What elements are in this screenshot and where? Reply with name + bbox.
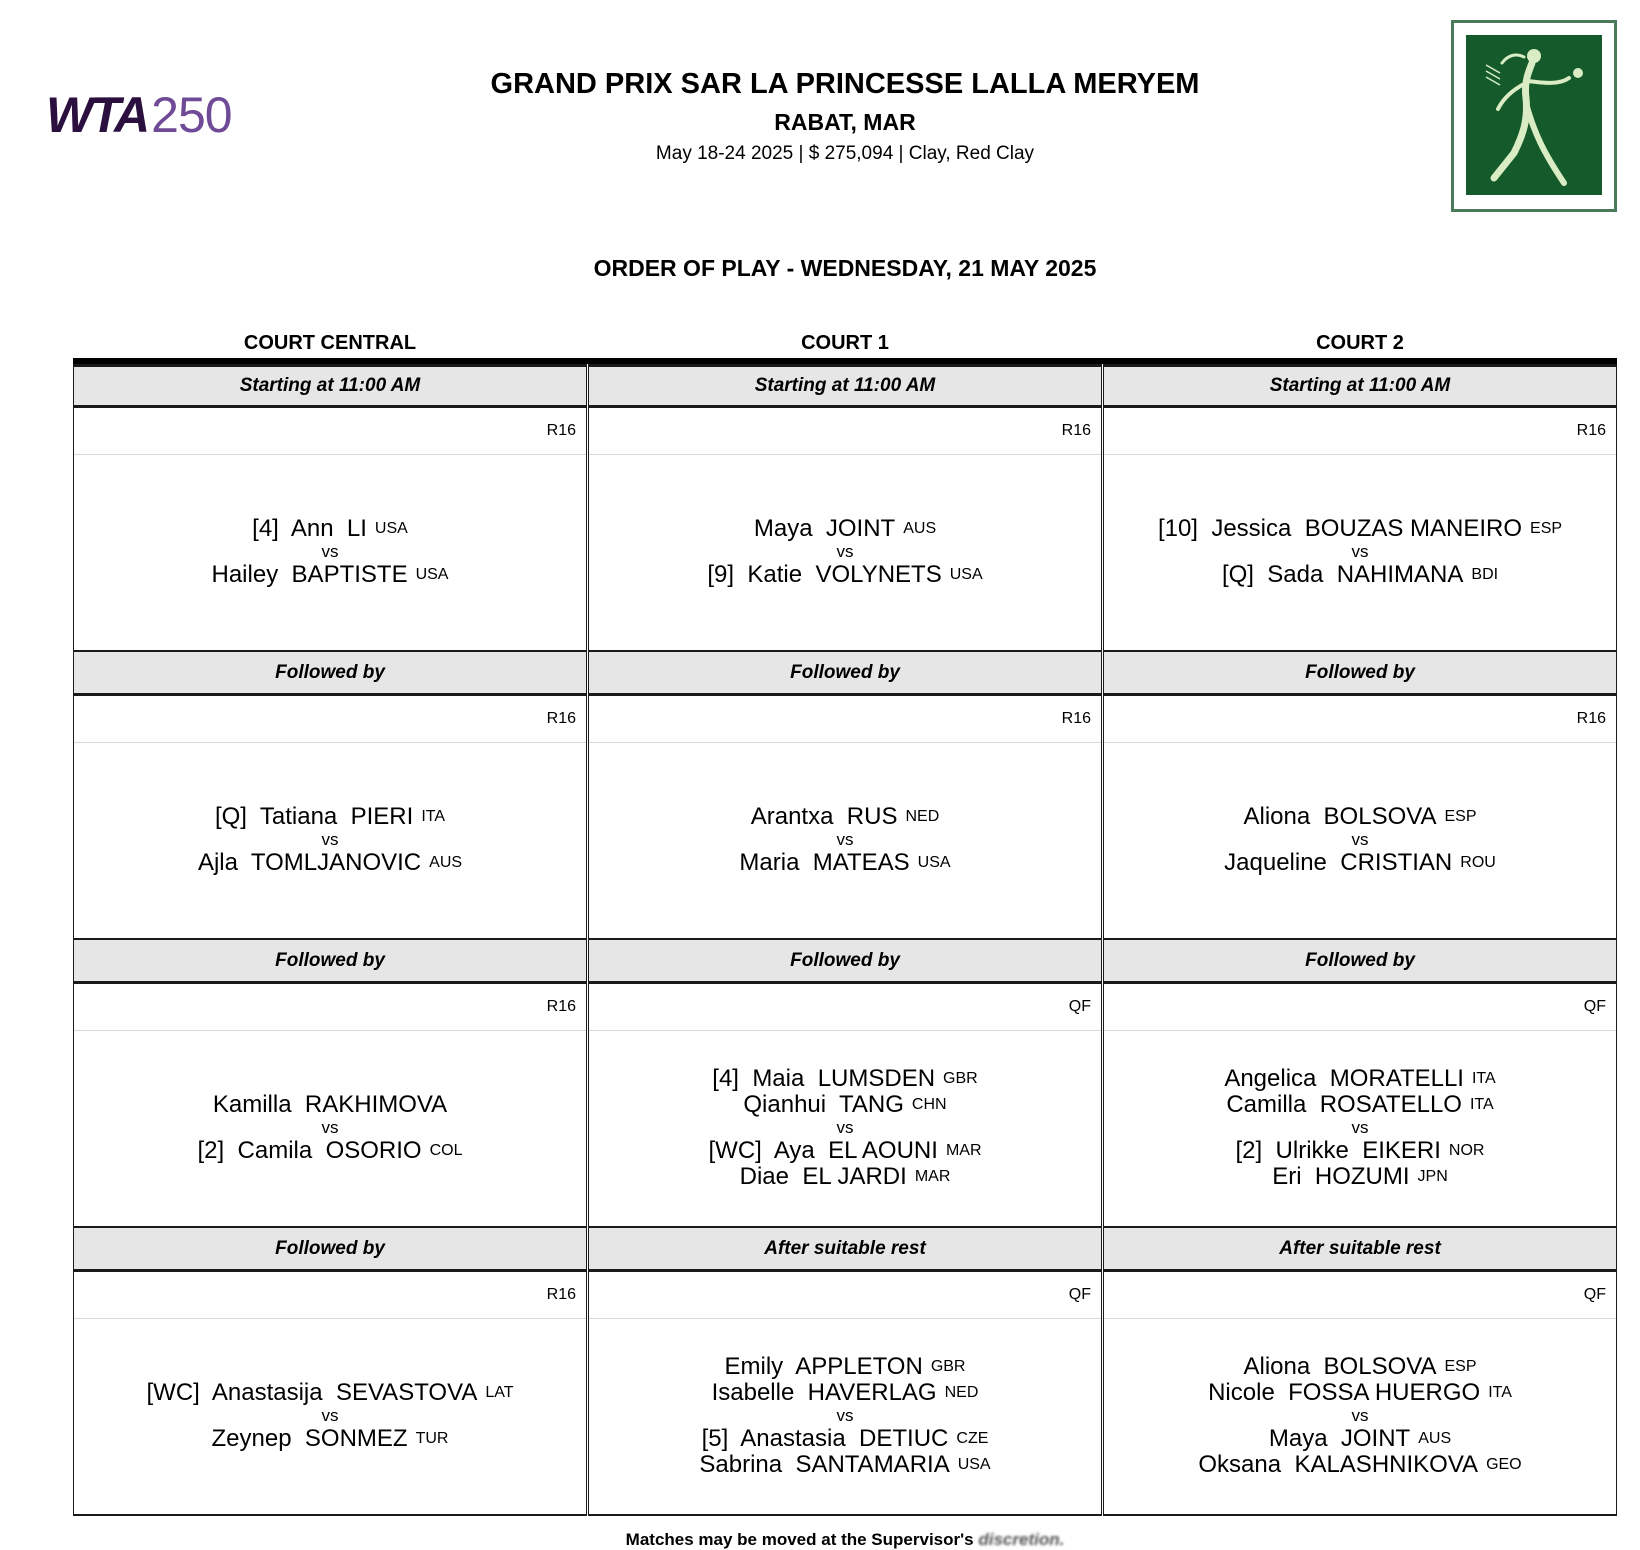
player-first-name: Anastasia — [740, 1425, 846, 1452]
court-column-central — [73, 364, 587, 1516]
match-slot — [73, 364, 587, 652]
player-nationality: TUR — [415, 1430, 449, 1447]
player-first-name: Maia — [752, 1065, 805, 1092]
player-first-name: Eri — [1272, 1163, 1302, 1190]
player-seed: [5] — [701, 1425, 729, 1452]
player-first-name: Maya — [753, 515, 813, 542]
match-players — [74, 1318, 586, 1514]
player-line — [1272, 1164, 1448, 1190]
vs-label: vs — [321, 830, 339, 849]
vs-label: vs — [321, 542, 339, 561]
round-label: QF — [1583, 1286, 1606, 1303]
player-line — [1198, 1452, 1521, 1478]
court-header-1: COURT 1 — [801, 332, 889, 354]
round-label: QF — [1068, 1286, 1091, 1303]
slot-time-label: After suitable rest — [588, 1228, 1102, 1272]
player-last-name: OSORIO — [325, 1137, 422, 1164]
wta-logo-tier: 250 — [151, 87, 232, 143]
match-card — [588, 984, 1102, 1228]
player-line — [712, 1380, 979, 1406]
match-slot — [1103, 652, 1617, 940]
tournament-city: RABAT, MAR — [774, 109, 916, 135]
match-players — [1104, 1030, 1616, 1226]
vs-label: vs — [321, 1118, 339, 1137]
player-line — [147, 1380, 514, 1406]
vs-label: vs — [1351, 1406, 1369, 1425]
player-line — [754, 516, 936, 542]
player-seed: [4] — [252, 515, 279, 542]
player-nationality: CZE — [956, 1430, 989, 1447]
player-first-name: Maya — [1268, 1425, 1328, 1452]
court-header-2: COURT 2 — [1316, 332, 1404, 354]
match-players — [589, 742, 1101, 938]
player-first-name: Aliona — [1243, 803, 1311, 830]
player-first-name: Emily — [724, 1353, 784, 1380]
player-last-name: VOLYNETS — [815, 561, 942, 588]
player-last-name: EL JARDI — [802, 1163, 907, 1190]
player-nationality: ESP — [1444, 808, 1477, 825]
player-seed: [Q] — [214, 803, 247, 830]
player-last-name: HOZUMI — [1314, 1163, 1410, 1190]
vs-label: vs — [1351, 830, 1369, 849]
order-of-play-title: ORDER OF PLAY - WEDNESDAY, 21 MAY 2025 — [593, 255, 1097, 281]
player-seed: [Q] — [1221, 561, 1254, 588]
player-nationality: MAR — [945, 1142, 982, 1159]
player-nationality: USA — [374, 520, 408, 537]
player-line — [1224, 850, 1496, 876]
player-last-name: ROSATELLO — [1319, 1091, 1462, 1118]
vs-label: vs — [1351, 542, 1369, 561]
round-row — [74, 408, 586, 455]
player-line — [1222, 562, 1498, 588]
player-first-name: Ulrikke — [1275, 1137, 1349, 1164]
player-seed: [9] — [707, 561, 735, 588]
player-first-name: Qianhui — [743, 1091, 827, 1118]
player-line — [212, 1426, 449, 1452]
player-nationality: LAT — [485, 1384, 514, 1401]
round-row — [1104, 408, 1616, 455]
player-last-name: SONMEZ — [304, 1425, 408, 1452]
player-nationality: USA — [415, 566, 449, 583]
player-first-name: Nicole — [1208, 1379, 1275, 1406]
player-seed: [WC] — [708, 1137, 762, 1164]
footer-note — [0, 1530, 1640, 1550]
court-column-1 — [588, 364, 1102, 1516]
vs-label: vs — [1351, 1118, 1369, 1137]
player-last-name: RUS — [846, 803, 898, 830]
player-line — [699, 1452, 990, 1478]
player-line — [709, 1138, 982, 1164]
player-nationality: GBR — [930, 1358, 966, 1375]
player-line — [1208, 1380, 1512, 1406]
player-last-name: PIERI — [350, 803, 414, 830]
player-line — [1224, 1066, 1495, 1092]
player-last-name: TOMLJANOVIC — [250, 849, 422, 876]
player-last-name: BOUZAS MANEIRO — [1304, 515, 1523, 542]
slot-time-label: Followed by — [1103, 940, 1617, 984]
match-slot — [588, 1228, 1102, 1516]
round-row — [589, 408, 1101, 455]
player-line — [1226, 1092, 1493, 1118]
player-line — [740, 1164, 951, 1190]
player-line — [1243, 1354, 1476, 1380]
player-first-name: Isabelle — [711, 1379, 795, 1406]
player-line — [198, 850, 462, 876]
player-nationality: ROU — [1460, 854, 1496, 871]
match-players — [1104, 454, 1616, 650]
player-seed: [2] — [1235, 1137, 1263, 1164]
match-card — [588, 1272, 1102, 1516]
player-nationality: ITA — [1469, 1096, 1494, 1113]
player-last-name: TANG — [839, 1091, 904, 1118]
player-last-name: NAHIMANA — [1336, 561, 1464, 588]
player-last-name: SEVASTOVA — [335, 1379, 478, 1406]
player-first-name: Diae — [739, 1163, 789, 1190]
slot-time-label: Followed by — [73, 940, 587, 984]
slot-time-label: Followed by — [73, 1228, 587, 1272]
player-line — [1236, 1138, 1485, 1164]
player-seed: [2] — [197, 1137, 225, 1164]
round-label: R16 — [1061, 422, 1091, 439]
player-first-name: Ajla — [197, 849, 238, 876]
slot-time-label: Starting at 11:00 AM — [588, 364, 1102, 408]
match-card — [1103, 408, 1617, 652]
match-slot — [588, 364, 1102, 652]
player-last-name: JOINT — [1340, 1425, 1411, 1452]
player-last-name: EL AOUNI — [828, 1137, 938, 1164]
player-nationality: MAR — [914, 1168, 951, 1185]
match-players — [74, 454, 586, 650]
match-card — [73, 408, 587, 652]
match-players — [589, 1318, 1101, 1514]
court-header-central: COURT CENTRAL — [243, 332, 417, 354]
match-slot — [73, 940, 587, 1228]
match-card — [73, 1272, 587, 1516]
player-last-name: JOINT — [825, 515, 896, 542]
player-last-name: KALASHNIKOVA — [1294, 1451, 1479, 1478]
round-label: R16 — [1576, 710, 1606, 727]
match-players — [1104, 742, 1616, 938]
round-label: R16 — [1576, 422, 1606, 439]
match-slot — [1103, 940, 1617, 1228]
round-row — [589, 1272, 1101, 1319]
player-nationality: AUS — [429, 854, 463, 871]
match-slot — [73, 1228, 587, 1516]
tournament-title: GRAND PRIX SAR LA PRINCESSE LALLA MERYEM — [490, 68, 1200, 100]
player-nationality: JPN — [1417, 1168, 1448, 1185]
player-line — [743, 1092, 946, 1118]
player-nationality: BDI — [1471, 566, 1499, 583]
player-last-name: FOSSA HUERGO — [1288, 1379, 1481, 1406]
player-first-name: Sada — [1267, 561, 1324, 588]
match-players — [74, 742, 586, 938]
match-players — [1104, 1318, 1616, 1514]
vs-label: vs — [836, 1406, 854, 1425]
player-last-name: EIKERI — [1362, 1137, 1441, 1164]
tennis-player-emblem-icon — [1454, 23, 1614, 209]
player-nationality: USA — [949, 566, 983, 583]
match-slot — [588, 652, 1102, 940]
player-nationality: ESP — [1530, 520, 1563, 537]
wta-logo-wordmark: WTA — [46, 87, 148, 143]
player-line — [739, 850, 950, 876]
player-nationality: GBR — [943, 1070, 978, 1087]
player-first-name: Camila — [237, 1137, 313, 1164]
player-nationality: ITA — [421, 808, 446, 825]
player-nationality: GEO — [1486, 1456, 1522, 1473]
slot-time-label: Followed by — [588, 940, 1102, 984]
match-players — [589, 454, 1101, 650]
player-first-name: Tatiana — [259, 803, 338, 830]
player-first-name: Jaqueline — [1224, 849, 1327, 876]
round-label: R16 — [546, 710, 576, 727]
player-first-name: Aya — [773, 1137, 815, 1164]
player-nationality: USA — [957, 1456, 991, 1473]
match-card — [73, 984, 587, 1228]
player-last-name: SANTAMARIA — [795, 1451, 950, 1478]
round-label: QF — [1068, 998, 1091, 1015]
player-line — [212, 562, 449, 588]
player-last-name: BAPTISTE — [291, 561, 408, 588]
player-line — [725, 1354, 966, 1380]
player-first-name: Oksana — [1198, 1451, 1282, 1478]
player-last-name: BOLSOVA — [1323, 1353, 1437, 1380]
player-first-name: Hailey — [211, 561, 279, 588]
footer-text: Matches may be moved at the Supervisor's — [625, 1530, 974, 1549]
player-line — [1243, 804, 1476, 830]
player-line — [707, 562, 982, 588]
round-row — [589, 984, 1101, 1031]
player-last-name: APPLETON — [795, 1353, 923, 1380]
player-line — [198, 1138, 463, 1164]
slot-time-label: Followed by — [588, 652, 1102, 696]
player-seed: [4] — [712, 1065, 739, 1092]
player-nationality: CHN — [911, 1096, 947, 1113]
vs-label: vs — [836, 830, 854, 849]
player-first-name: Arantxa — [750, 803, 834, 830]
match-players — [74, 1030, 586, 1226]
slot-time-label: Followed by — [1103, 652, 1617, 696]
player-line — [213, 1092, 447, 1118]
match-slot — [73, 652, 587, 940]
round-row — [74, 696, 586, 743]
vs-label: vs — [321, 1406, 339, 1425]
player-nationality: NED — [905, 808, 940, 825]
player-last-name: LI — [346, 515, 367, 542]
player-last-name: RAKHIMOVA — [304, 1091, 448, 1118]
player-nationality: USA — [917, 854, 951, 871]
player-last-name: CRISTIAN — [1340, 849, 1453, 876]
player-nationality: COL — [429, 1142, 463, 1159]
player-first-name: Sabrina — [699, 1451, 783, 1478]
match-card — [1103, 984, 1617, 1228]
court-column-2 — [1103, 364, 1617, 1516]
match-card — [73, 696, 587, 940]
tournament-info: May 18-24 2025 | $ 275,094 | Clay, Red Clay — [655, 143, 1035, 164]
player-line — [1269, 1426, 1451, 1452]
player-line — [702, 1426, 989, 1452]
player-line — [1158, 516, 1562, 542]
match-card — [588, 408, 1102, 652]
player-first-name: Anastasija — [211, 1379, 323, 1406]
player-nationality: NOR — [1448, 1142, 1485, 1159]
round-label: R16 — [546, 422, 576, 439]
round-label: R16 — [1061, 710, 1091, 727]
vs-label: vs — [836, 1118, 854, 1137]
player-first-name: Angelica — [1224, 1065, 1317, 1092]
player-first-name: Jessica — [1211, 515, 1292, 542]
player-nationality: ESP — [1444, 1358, 1477, 1375]
player-seed: [WC] — [146, 1379, 200, 1406]
player-line — [252, 516, 408, 542]
player-nationality: AUS — [903, 520, 937, 537]
round-row — [1104, 1272, 1616, 1319]
player-nationality: AUS — [1418, 1430, 1452, 1447]
player-nationality: ITA — [1488, 1384, 1512, 1401]
round-label: R16 — [546, 998, 576, 1015]
player-first-name: Zeynep — [211, 1425, 292, 1452]
player-last-name: DETIUC — [859, 1425, 949, 1452]
footer-obscured-text: discretion. — [978, 1530, 1065, 1549]
player-line — [712, 1066, 977, 1092]
player-last-name: LUMSDEN — [817, 1065, 936, 1092]
slot-time-label: Followed by — [73, 652, 587, 696]
player-first-name: Ann — [290, 515, 334, 542]
round-row — [1104, 984, 1616, 1031]
player-nationality: ITA — [1471, 1070, 1496, 1087]
round-row — [589, 696, 1101, 743]
player-last-name: HAVERLAG — [807, 1379, 937, 1406]
player-last-name: MORATELLI — [1329, 1065, 1464, 1092]
match-slot — [588, 940, 1102, 1228]
player-seed: [10] — [1157, 515, 1198, 542]
match-players — [589, 1030, 1101, 1226]
round-label: QF — [1583, 998, 1606, 1015]
player-first-name: Kamilla — [212, 1091, 292, 1118]
match-card — [1103, 1272, 1617, 1516]
match-card — [588, 696, 1102, 940]
round-row — [1104, 696, 1616, 743]
match-slot — [1103, 1228, 1617, 1516]
slot-time-label: After suitable rest — [1103, 1228, 1617, 1272]
slot-time-label: Starting at 11:00 AM — [1103, 364, 1617, 408]
round-row — [74, 1272, 586, 1319]
match-slot — [1103, 364, 1617, 652]
round-row — [74, 984, 586, 1031]
tournament-emblem — [1451, 20, 1617, 212]
slot-time-label: Starting at 11:00 AM — [73, 364, 587, 408]
player-last-name: MATEAS — [812, 849, 910, 876]
player-line — [751, 804, 940, 830]
player-first-name: Camilla — [1226, 1091, 1307, 1118]
match-card — [1103, 696, 1617, 940]
round-label: R16 — [546, 1286, 576, 1303]
player-first-name: Maria — [739, 849, 800, 876]
player-line — [215, 804, 445, 830]
player-nationality: NED — [944, 1384, 979, 1401]
player-first-name: Aliona — [1243, 1353, 1311, 1380]
player-first-name: Katie — [747, 561, 803, 588]
vs-label: vs — [836, 542, 854, 561]
player-last-name: BOLSOVA — [1323, 803, 1437, 830]
